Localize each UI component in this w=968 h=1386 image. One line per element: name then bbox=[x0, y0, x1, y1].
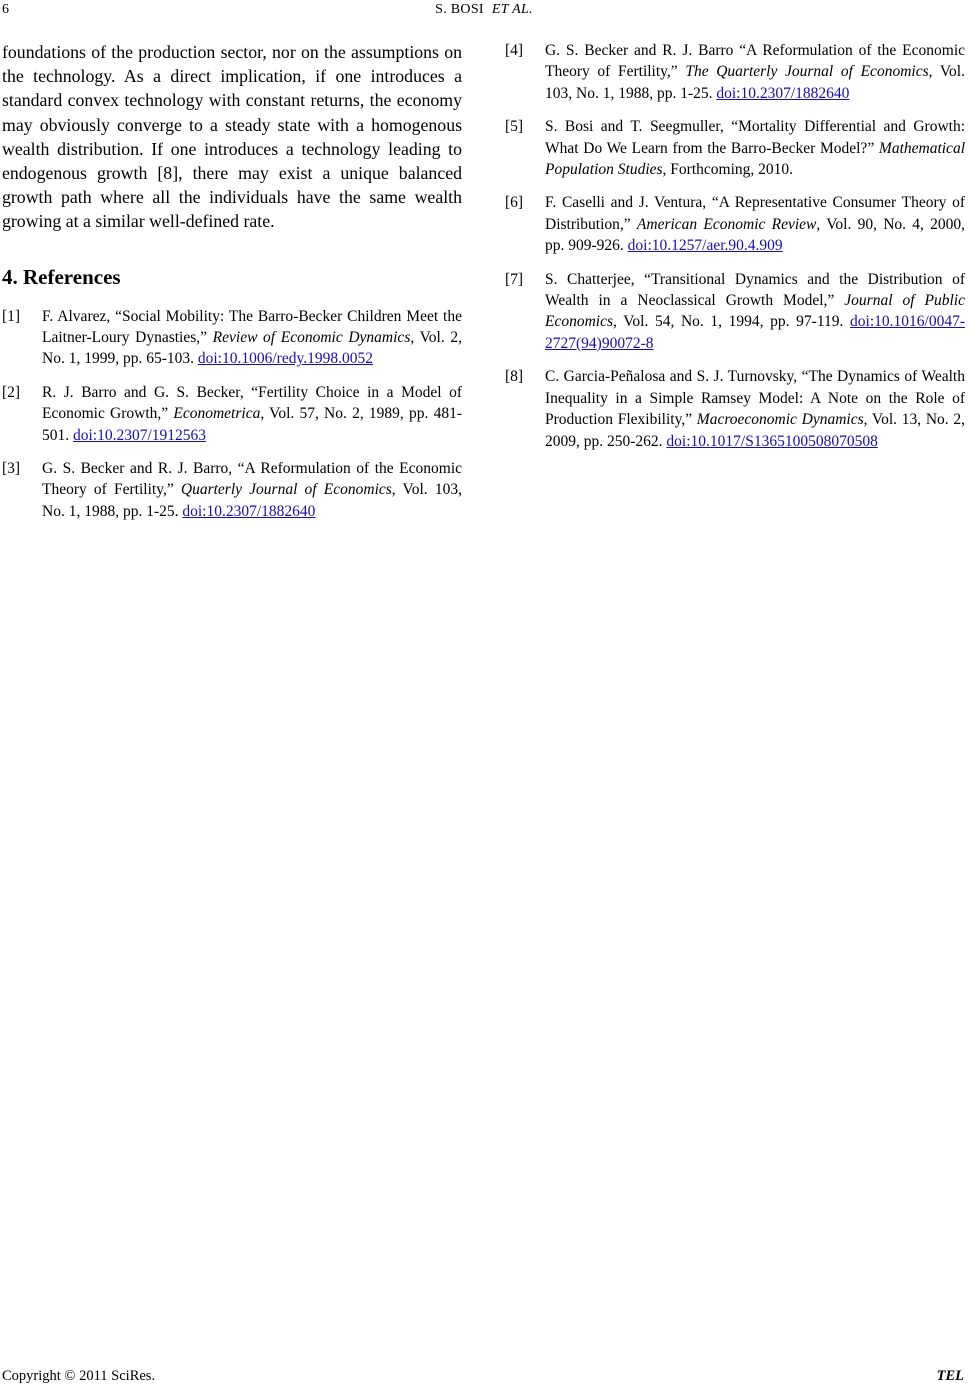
reference-doi-link[interactable]: doi:10.1016/0047-2727(94)90072-8 bbox=[545, 313, 965, 352]
running-head bbox=[0, 0, 968, 20]
body-paragraph: foundations of the production sector, nor on the assumptions on the technology. As a direct implication, if one introduces a standard convex technology with constant returns, the economy may obviously converge to a steady state with a homogenous wealth distribution. If one introduces a technology leading to endogenous growth [8], there may exist a unique balanced growth path where all the individuals have the same wealth growing at a similar well-defined rate. bbox=[2, 42, 462, 232]
reference-details: , Vol. 57, No. 2, 1989, pp. 481-501. bbox=[42, 405, 463, 444]
reference-details: , Vol. 13, No. 2, 2009, pp. 250-262. bbox=[545, 411, 965, 450]
reference-number: [3] bbox=[2, 460, 21, 478]
reference-details: , Vol. 2, No. 1, 1999, pp. 65-103. bbox=[42, 329, 462, 368]
reference-journal: Review of Economic Dynamics bbox=[212, 329, 411, 347]
reference-journal: Mathematical Population Studies bbox=[545, 139, 965, 179]
reference-item bbox=[505, 269, 965, 355]
page-header bbox=[0, 0, 968, 20]
reference-authors-title: R. J. Barro and G. S. Becker, “Fertility Choice in a Model of Economic Growth,” bbox=[42, 383, 462, 423]
reference-details: , Vol. 90, No. 4, 2000, pp. 909-926. bbox=[545, 215, 965, 255]
reference-item bbox=[505, 116, 965, 180]
reference-journal: The Quarterly Journal of Economics bbox=[685, 63, 929, 81]
reference-number: [4] bbox=[505, 42, 524, 59]
reference-doi-link[interactable]: doi:10.1017/S1365100508070508 bbox=[666, 432, 878, 450]
page-number: 6 bbox=[2, 2, 9, 17]
reference-item bbox=[2, 382, 462, 446]
reference-details: , Vol. 103, No. 1, 1988, pp. 1-25. bbox=[545, 63, 965, 102]
reference-number: [6] bbox=[505, 194, 524, 212]
reference-doi-link[interactable]: doi:10.1006/redy.1998.0052 bbox=[197, 350, 373, 368]
reference-authors-title: G. S. Becker and R. J. Barro “A Reformulation of the Economic Theory of Fertility,” bbox=[545, 42, 965, 81]
reference-item bbox=[2, 306, 462, 370]
reference-doi-link[interactable]: doi:10.1257/aer.90.4.909 bbox=[627, 237, 783, 255]
running-head-etal: ET AL. bbox=[491, 2, 533, 17]
running-head-authors: S. BOSI bbox=[435, 2, 484, 17]
reference-number: [8] bbox=[505, 368, 524, 386]
left-column bbox=[2, 40, 462, 534]
reference-item bbox=[505, 366, 965, 452]
reference-item bbox=[505, 40, 965, 104]
reference-authors-title: S. Bosi and T. Seegmuller, “Mortality Differential and Growth: What Do We Learn from the Barro-Becker Model?” bbox=[545, 118, 965, 157]
reference-authors-title: G. S. Becker and R. J. Barro, “A Reformulation of the Economic Theory of Fertility,” bbox=[42, 460, 462, 499]
reference-journal: Quarterly Journal of Economics bbox=[180, 481, 392, 499]
reference-journal: Journal of Public Economics bbox=[545, 292, 965, 331]
reference-doi-link[interactable]: doi:10.2307/1882640 bbox=[716, 84, 850, 102]
reference-number: [5] bbox=[505, 118, 524, 136]
reference-journal: Macroeconomic Dynamics bbox=[696, 411, 864, 429]
section-title: 4. References bbox=[2, 264, 121, 289]
reference-number: [7] bbox=[505, 270, 524, 288]
reference-details: , Vol. 54, No. 1, 1994, pp. 97-119. bbox=[613, 313, 851, 331]
reference-journal: Econometrica bbox=[173, 405, 261, 423]
reference-authors-title: F. Caselli and J. Ventura, “A Representative Consumer Theory of Distribution,” bbox=[545, 194, 965, 233]
reference-doi-link[interactable]: doi:10.2307/1912563 bbox=[73, 426, 207, 444]
journal-abbreviation: TEL bbox=[936, 1368, 964, 1384]
copyright-notice: Copyright © 2011 SciRes. bbox=[2, 1368, 156, 1384]
reference-item bbox=[2, 458, 462, 522]
reference-number: [2] bbox=[2, 383, 21, 401]
reference-authors-title: F. Alvarez, “Social Mobility: The Barro-Becker Children Meet the Laitner-Loury Dynasties,” bbox=[42, 307, 462, 347]
reference-details: , Forthcoming, 2010. bbox=[662, 161, 794, 179]
reference-journal: American Economic Review bbox=[636, 215, 817, 233]
reference-item bbox=[505, 192, 965, 256]
reference-doi-link[interactable]: doi:10.2307/1882640 bbox=[182, 502, 316, 520]
reference-number: [1] bbox=[2, 307, 21, 325]
right-column bbox=[505, 40, 965, 464]
reference-authors-title: S. Chatterjee, “Transitional Dynamics and the Distribution of Wealth in a Neoclassical Growth Model,” bbox=[545, 270, 965, 310]
reference-authors-title: C. Garcia-Peñalosa and S. J. Turnovsky, “The Dynamics of Wealth Inequality in a Simple Ramsey Model: A Note on the Role of Production Flexibility,” bbox=[545, 368, 965, 429]
reference-details: , Vol. 103, No. 1, 1988, pp. 1-25. bbox=[42, 481, 462, 520]
